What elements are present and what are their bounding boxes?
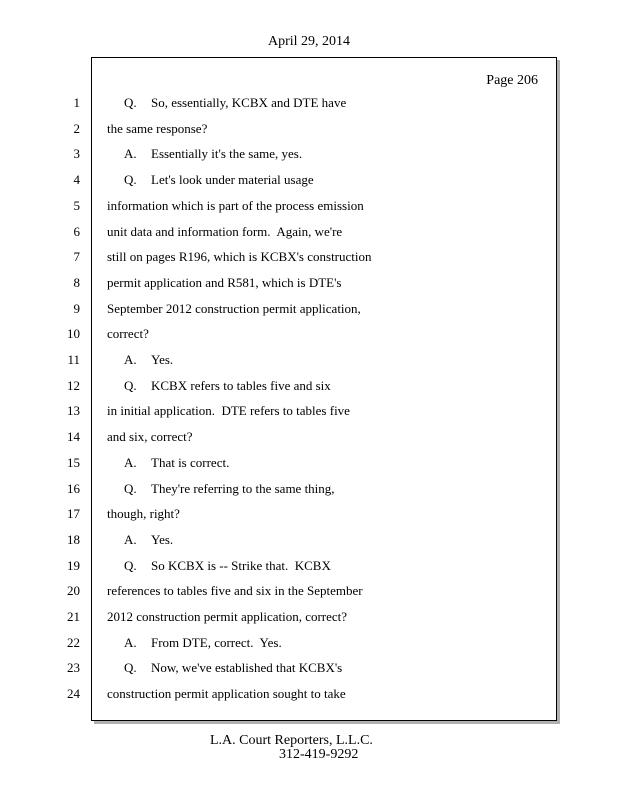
line-text: correct?	[107, 326, 149, 341]
line-number: 22	[67, 635, 80, 650]
transcript-line	[124, 558, 331, 574]
line-text: unit data and information form. Again, we're	[107, 224, 343, 239]
transcript-line	[124, 532, 173, 548]
speaker-label: Q.	[124, 558, 137, 573]
transcript-line	[124, 172, 314, 188]
line-text: construction permit application sought to take	[107, 686, 346, 701]
line-text: references to tables five and six in the September	[107, 583, 363, 598]
transcript-line	[124, 352, 173, 368]
transcript-line	[107, 301, 361, 317]
transcript-line	[107, 224, 342, 240]
transcript-line	[107, 326, 149, 342]
line-number: 18	[67, 532, 80, 547]
line-text: September 2012 construction permit application,	[107, 301, 361, 316]
line-text: Yes.	[151, 352, 174, 367]
transcript-line	[124, 378, 331, 394]
line-number: 11	[67, 352, 80, 367]
speaker-label: Q.	[124, 660, 137, 675]
transcript-line	[124, 635, 282, 651]
line-text: Now, we've established that KCBX's	[151, 660, 343, 675]
transcript-line	[124, 481, 335, 497]
line-number: 16	[67, 481, 80, 496]
line-number: 12	[67, 378, 80, 393]
line-text: So KCBX is -- Strike that. KCBX	[151, 558, 331, 573]
transcript-line	[124, 95, 346, 111]
line-number: 21	[67, 609, 80, 624]
transcript-line	[107, 275, 342, 291]
line-number: 20	[67, 583, 80, 598]
transcript-line	[107, 609, 347, 625]
line-text: From DTE, correct. Yes.	[151, 635, 282, 650]
transcript-line	[124, 660, 342, 676]
speaker-label: A.	[124, 532, 137, 547]
line-text: They're referring to the same thing,	[151, 481, 335, 496]
transcript-line	[107, 249, 372, 265]
line-numbers	[0, 0, 91, 800]
line-number: 5	[73, 198, 80, 213]
speaker-label: Q.	[124, 172, 137, 187]
speaker-label: A.	[124, 146, 137, 161]
transcript-line	[124, 146, 302, 162]
speaker-label: A.	[124, 635, 137, 650]
transcript-line	[107, 198, 364, 214]
line-number: 2	[73, 121, 80, 136]
footer-phone: 312-419-9292	[279, 747, 359, 762]
line-text: Let's look under material usage	[151, 172, 314, 187]
transcript-line	[107, 403, 350, 419]
line-text: the same response?	[107, 121, 208, 136]
speaker-label: Q.	[124, 95, 137, 110]
line-number: 4	[73, 172, 80, 187]
line-number: 15	[67, 455, 80, 470]
line-text: still on pages R196, which is KCBX's construction	[107, 249, 372, 264]
line-text: 2012 construction permit application, correct?	[107, 609, 348, 624]
line-number: 9	[73, 301, 80, 316]
line-text: KCBX refers to tables five and six	[151, 378, 331, 393]
line-number: 13	[67, 403, 80, 418]
line-number: 24	[67, 686, 80, 701]
line-text: Yes.	[151, 532, 174, 547]
line-text: information which is part of the process emission	[107, 198, 364, 213]
line-number: 3	[73, 146, 80, 161]
line-text: and six, correct?	[107, 429, 193, 444]
line-number: 1	[73, 95, 80, 110]
line-number: 10	[67, 326, 80, 341]
speaker-label: A.	[124, 455, 137, 470]
line-number: 6	[73, 224, 80, 239]
transcript-line	[107, 429, 193, 445]
page-number: Page 206	[486, 73, 538, 88]
line-text: though, right?	[107, 506, 180, 521]
transcript-line	[107, 121, 207, 137]
line-number: 17	[67, 506, 80, 521]
transcript-line	[107, 686, 346, 702]
transcript-line	[107, 583, 363, 599]
line-text: Essentially it's the same, yes.	[151, 146, 303, 161]
line-number: 14	[67, 429, 80, 444]
line-text: permit application and R581, which is DTE's	[107, 275, 342, 290]
line-number: 7	[73, 249, 80, 264]
header-date: April 29, 2014	[267, 34, 351, 49]
line-number: 8	[73, 275, 80, 290]
line-number: 19	[67, 558, 80, 573]
line-text: in initial application. DTE refers to tables five	[107, 403, 350, 418]
speaker-label: Q.	[124, 378, 137, 393]
speaker-label: A.	[124, 352, 137, 367]
line-text: So, essentially, KCBX and DTE have	[151, 95, 347, 110]
line-number: 23	[67, 660, 80, 675]
speaker-label: Q.	[124, 481, 137, 496]
footer-company: L.A. Court Reporters, L.L.C.	[210, 733, 373, 748]
transcript-line	[124, 455, 229, 471]
line-text: That is correct.	[151, 455, 230, 470]
transcript-line	[107, 506, 180, 522]
